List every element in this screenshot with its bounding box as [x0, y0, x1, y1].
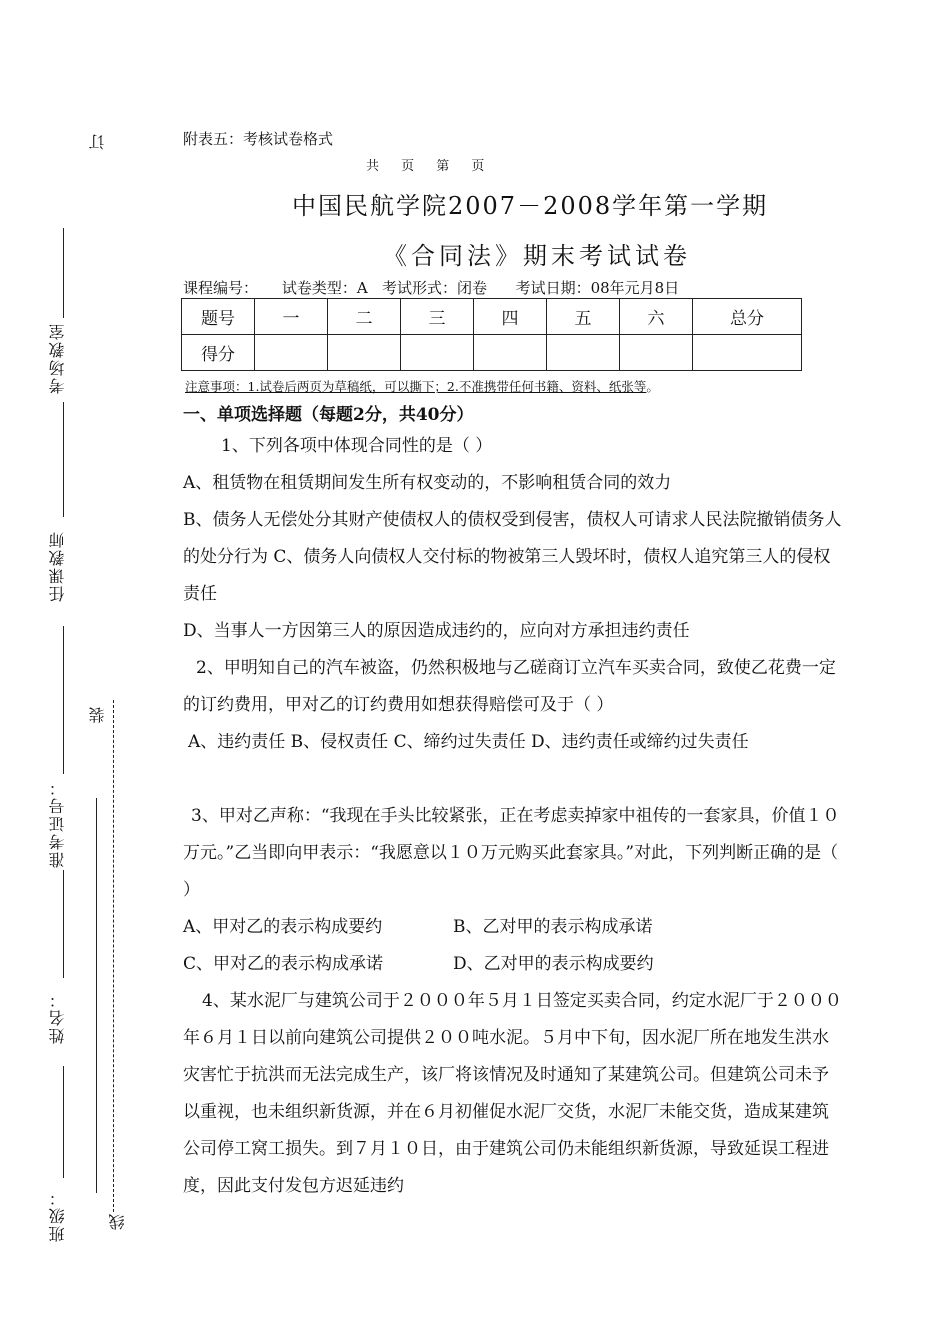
q4-stem: 4、某水泥厂与建筑公司于２０００年５月１日签定买卖合同，约定水泥厂于２０００年６月１日以前向建筑公司提供２００吨水泥。５月中下旬，因水泥厂所在地发生洪水灾害忙于抗洪而无法完成生产，该厂将该情况及时通知了某建筑公司。但建筑公司未予以重视，也未组织新货源，并在６月初催促水泥厂交货，水泥厂未能交货，造成某建筑公司停工窝工损失。到７月１０日，由于建筑公司仍未能组织新货源，导致延误工程进度，因此支付发包方迟延违约: [183, 991, 842, 1196]
score-table: [181, 298, 802, 371]
column-header: 一: [255, 299, 328, 335]
score-cell[interactable]: [328, 335, 401, 371]
margin-exam-room-label: 考场教室: [48, 322, 67, 394]
notice-end: 。: [646, 379, 659, 394]
q3-stem: 3、甲对乙声称：“我现在手头比较紧张，正在考虑卖掉家中祖传的一套家具，价值１０万元。”乙当即向甲表示：“我愿意以１０万元购买此套家具。”对此，下列判断正确的是（ ）: [183, 806, 840, 900]
margin-line: [63, 626, 64, 774]
margin-line: [63, 1066, 64, 1178]
notice: [185, 377, 659, 395]
score-cell[interactable]: [401, 335, 474, 371]
margin-line: [63, 402, 64, 517]
margin-admission-label: 准考证号：: [48, 778, 67, 868]
score-cell[interactable]: [620, 335, 693, 371]
margin-name-label: 姓名：: [48, 990, 67, 1044]
q2-options: A、违约责任 B、侵权责任 C、缔约过失责任 D、违约责任或缔约过失责任: [188, 732, 749, 752]
column-header: 总分: [693, 299, 802, 335]
q2-stem: 2、甲明知自己的汽车被盗，仍然积极地与乙磋商订立汽车买卖合同，致使乙花费一定的订约费用，甲对乙的订约费用如想获得赔偿可及于（ ）: [183, 658, 836, 715]
row-score-label: 得分: [182, 335, 255, 371]
page-count: 共 页 第 页: [366, 159, 487, 174]
column-header: 四: [474, 299, 547, 335]
margin-teacher-label: 任课教师: [48, 530, 67, 602]
exam-title: 《合同法》期末考试试卷: [383, 242, 691, 270]
binding-dashed-line: [113, 700, 114, 1212]
margin-line: [63, 870, 64, 978]
score-cell[interactable]: [474, 335, 547, 371]
margin-line: [63, 228, 64, 318]
q3-option-d: D、乙对甲的表示构成要约: [453, 954, 654, 974]
binding-solid-line: [96, 798, 97, 1193]
section-heading: 一、单项选择题（每题2分，共40分）: [183, 405, 474, 425]
margin-ding: 订: [88, 132, 107, 150]
table-row: [182, 299, 802, 335]
table-row: [182, 335, 802, 371]
q3-option-c: C、甲对乙的表示构成承诺: [183, 954, 384, 974]
column-header: 二: [328, 299, 401, 335]
column-header: 三: [401, 299, 474, 335]
q1-stem: 1、下列各项中体现合同性的是（ ）: [221, 436, 493, 456]
q1-option-d: D、当事人一方因第三人的原因造成违约的，应向对方承担违约责任: [183, 621, 690, 641]
score-cell[interactable]: [547, 335, 620, 371]
appendix-note: 附表五：考核试卷格式: [183, 130, 334, 148]
margin-zhuang: 装: [88, 705, 107, 723]
margin-class-label: 班级：: [48, 1188, 67, 1242]
column-header: 六: [620, 299, 693, 335]
q1-option-a: A、租赁物在租赁期间发生所有权变动的，不影响租赁合同的效力: [183, 473, 672, 493]
score-cell[interactable]: [255, 335, 328, 371]
column-header: 五: [547, 299, 620, 335]
q3-option-a: A、甲对乙的表示构成要约: [183, 917, 383, 937]
notice-text: 注意事项：1.试卷后两页为草稿纸，可以撕下；2.不准携带任何书籍、资料、纸张等: [185, 379, 647, 394]
q1-option-bc: B、债务人无偿处分其财产使债权人的债权受到侵害，债权人可请求人民法院撤销债务人的处分行为 C、债务人向债权人交付标的物被第三人毁坏时，债权人追究第三人的侵权责任: [183, 510, 842, 604]
score-cell[interactable]: [693, 335, 802, 371]
q3-option-b: B、乙对甲的表示构成承诺: [453, 917, 653, 937]
row-header-label: 题号: [182, 299, 255, 335]
exam-meta: 课程编号： 试卷类型：A 考试形式：闭卷 考试日期：08年元月8日: [183, 279, 680, 297]
page-title: 中国民航学院2007－2008学年第一学期: [292, 192, 769, 220]
margin-xian: 线: [108, 1212, 127, 1230]
